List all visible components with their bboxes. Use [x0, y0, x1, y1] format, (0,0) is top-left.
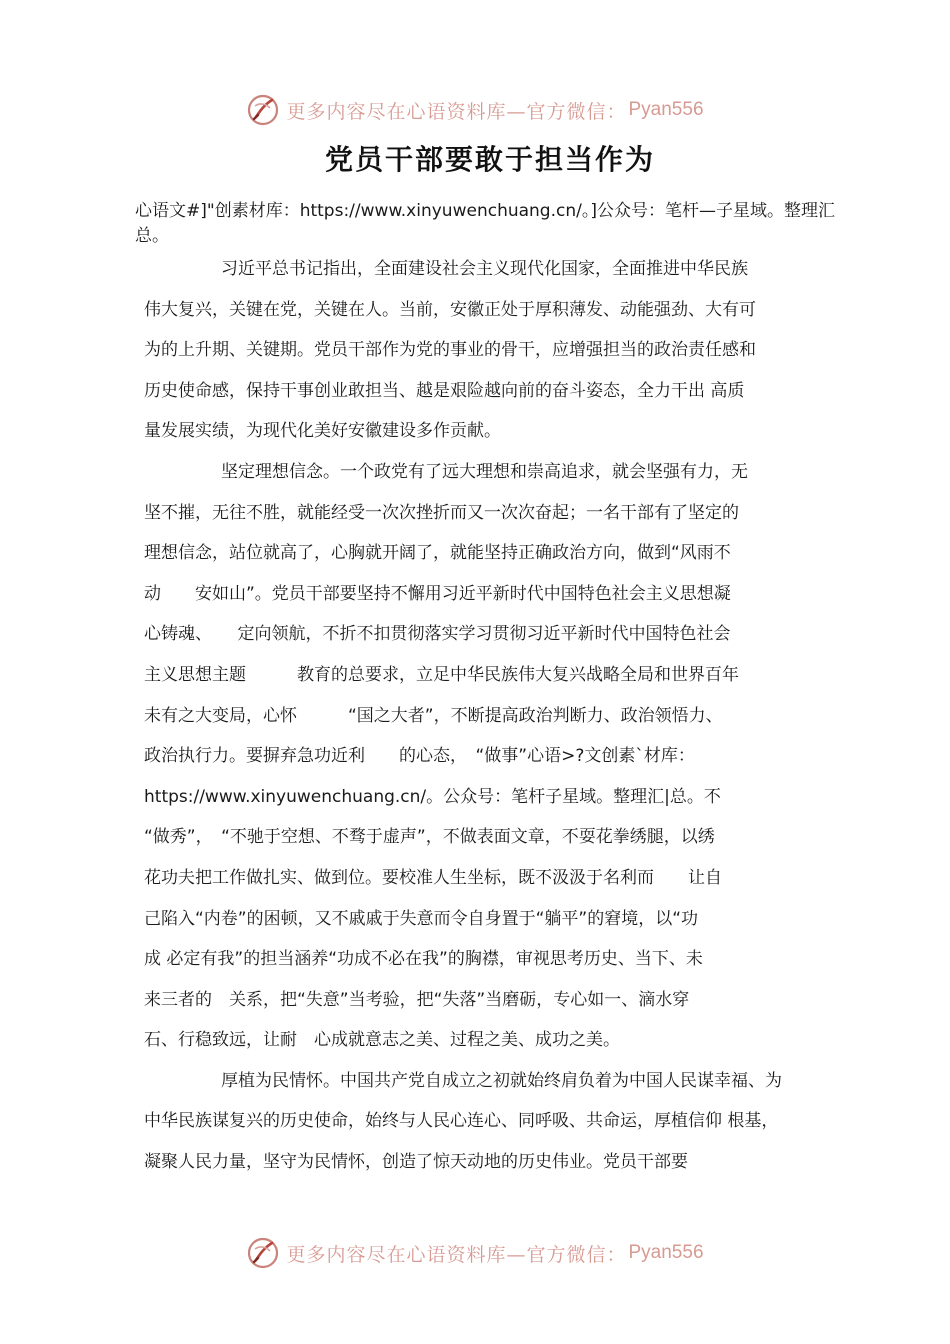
paragraph-line: 伟大复兴，关键在党，关键在人。当前，安徽正处于厚积薄发、动能强劲、大有可: [144, 299, 756, 320]
paragraph-line: 未有之大变局，心怀 “国之大者”，不断提高政治判断力、政治领悟力、: [144, 705, 723, 726]
page-title: 党员干部要敢于担当作为: [324, 143, 655, 176]
paragraph-line: 主义思想主题 教育的总要求，立足中华民族伟大复兴战略全局和世界百年: [144, 664, 739, 685]
paragraph-line: 己陷入“内卷”的困顿，又不戚戚于失意而令自身置于“躺平”的窘境，以“功: [144, 908, 699, 929]
paragraph-line: 为的上升期、关键期。党员干部作为党的事业的骨干，应增强担当的政治责任感和: [144, 340, 756, 361]
paragraph: [144, 457, 834, 1066]
paragraph-line: 成 必定有我”的担当涵养“功成不必在我”的胸襟，审视思考历史、当下、未: [144, 949, 703, 970]
watermark-wechat-id: Pyan556: [628, 99, 704, 120]
pen-logo-icon: [246, 1236, 280, 1270]
paragraph-line: 来三者的 关系，把“失意”当考验，把“失落”当磨砺，专心如一、滴水穿: [144, 989, 690, 1010]
article-body: [144, 254, 834, 1188]
paragraph-line: “做秀”， “不驰于空想、不骛于虚声”，不做表面文章，不耍花拳绣腿，以绣: [144, 827, 715, 848]
paragraph: [144, 254, 834, 457]
paragraph-line: 政治执行力。要摒弃急功近利 的心态， “做事”心语>?文创素`材库：: [144, 746, 695, 767]
paragraph-line: 厚植为民情怀。中国共产党自成立之初就始终肩负着为中国人民谋幸福、为: [221, 1070, 782, 1091]
paragraph-line: 中华民族谋复兴的历史使命，始终与人民心连心、同呼吸、共命运，厚植信仰 根基，: [144, 1111, 779, 1132]
watermark-text: 更多内容尽在心语资料库—官方微信：: [286, 1243, 627, 1266]
paragraph-line: https://www.xinyuwenchuang.cn/。公众号：笔杆子星域。整理汇|总。不: [144, 786, 721, 807]
watermark-text: 更多内容尽在心语资料库—官方微信：: [286, 100, 627, 123]
header-watermark: [0, 90, 950, 130]
paragraph-line: 量发展实绩，为现代化美好安徽建设多作贡献。: [144, 421, 501, 442]
paragraph-line: 历史使命感，保持干事创业敢担当、越是艰险越向前的奋斗姿态，全力干出 高质: [144, 380, 745, 401]
paragraph-line: 石、行稳致远，让耐 心成就意志之美、过程之美、成功之美。: [144, 1030, 620, 1051]
source-note: 心语文#]"创素材库：https://www.xinyuwenchuang.cn/。]公众号：笔杆—子星域。整理汇总。: [135, 201, 835, 246]
watermark-wechat-id: Pyan556: [628, 1242, 704, 1263]
paragraph: [144, 1066, 834, 1188]
paragraph-line: 凝聚人民力量，坚守为民情怀，创造了惊天动地的历史伟业。党员干部要: [144, 1152, 688, 1173]
paragraph-line: 理想信念，站位就高了，心胸就开阔了，就能坚持正确政治方向，做到“风雨不: [144, 543, 731, 564]
paragraph-line: 心铸魂、 定向领航，不折不扣贯彻落实学习贯彻习近平新时代中国特色社会: [144, 624, 731, 645]
paragraph-line: 坚定理想信念。一个政党有了远大理想和崇高追求，就会坚强有力，无: [221, 461, 748, 482]
footer-watermark: [0, 1233, 950, 1273]
paragraph-line: 习近平总书记指出，全面建设社会主义现代化国家，全面推进中华民族: [221, 259, 748, 279]
paragraph-line: 坚不摧，无往不胜，就能经受一次次挫折而又一次次奋起；一名干部有了坚定的: [144, 502, 739, 523]
paragraph-line: 花功夫把工作做扎实、做到位。要校准人生坐标，既不汲汲于名利而 让自: [144, 867, 722, 888]
pen-logo-icon: [246, 93, 280, 127]
paragraph-line: 动 安如山”。党员干部要坚持不懈用习近平新时代中国特色社会主义思想凝: [144, 583, 731, 604]
